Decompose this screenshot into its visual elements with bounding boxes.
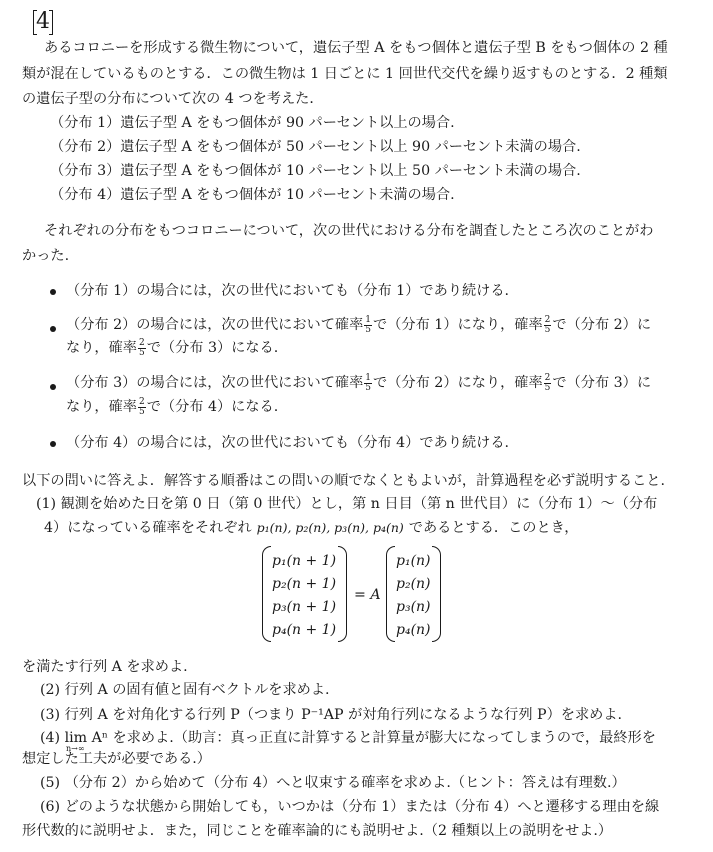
- fraction-one-fifth: $\frac{1}{5}$: [365, 314, 372, 335]
- bullet-1-text: （分布 1）の場合には，次の世代においても（分布 1）であり続ける.: [66, 283, 510, 299]
- right-paren: [338, 546, 347, 642]
- fraction-one-fifth: $\frac{1}{5}$: [365, 372, 372, 393]
- question-6-line-2: 形代数的に説明せよ．また，同じことを確率論的にも説明せよ.（2 種類以上の説明をせよ.）: [22, 823, 613, 839]
- survey-line-2: かった.: [22, 248, 70, 264]
- bullet-2-text-e: で（分布 3）になる.: [146, 340, 279, 356]
- bullet-3-text-d: なり，確率: [66, 399, 137, 415]
- question-1-line-3: を満たす行列 A を求めよ.: [22, 659, 188, 675]
- matrix-left-cell-4: p₄(n + 1): [272, 622, 337, 638]
- distribution-1: （分布 1）遺伝子型 A をもつ個体が 90 パーセント以上の場合.: [50, 115, 455, 131]
- bullet-2-text-b: で（分布 1）になり，確率: [373, 317, 543, 333]
- fraction-two-fifths: $\frac{2}{5}$: [138, 396, 145, 417]
- distribution-2: （分布 2）遺伝子型 A をもつ個体が 50 パーセント以上 90 パーセント未満の場合.: [50, 139, 581, 155]
- matrix-right-cell-1: p₁(n): [396, 553, 431, 569]
- question-1-line-2: 4）になっている確率をそれぞれ p₁(n), p₂(n), p₃(n), p₄(n) であるとする．このとき，: [44, 520, 579, 536]
- bullet-3-line-1: [66, 371, 651, 395]
- bullet-2-line-1: [66, 313, 651, 337]
- right-paren: [432, 546, 441, 642]
- distribution-3: （分布 3）遺伝子型 A をもつ個体が 10 パーセント以上 50 パーセント未満の場合.: [50, 163, 581, 179]
- fraction-two-fifths: $\frac{2}{5}$: [544, 314, 551, 335]
- intro-line-1: あるコロニーを形成する微生物について，遺伝子型 A をもつ個体と遺伝子型 B をもつ個体の 2 種: [44, 40, 668, 56]
- bullet-3-text-a: （分布 3）の場合には，次の世代において確率: [66, 375, 364, 391]
- left-paren: [386, 546, 395, 642]
- fraction-two-fifths: $\frac{2}{5}$: [544, 372, 551, 393]
- matrix-left-cell-3: p₃(n + 1): [272, 599, 337, 615]
- intro-line-3: の遺伝子型の分布について次の 4 つを考えた．: [22, 91, 324, 107]
- question-2: (2) 行列 A の固有値と固有ベクトルを求めよ.: [40, 682, 330, 698]
- problem-number: 4: [36, 9, 50, 34]
- bullet-3-text-c: で（分布 3）に: [552, 375, 652, 391]
- matrix-right-cell-2: p₂(n): [396, 576, 431, 592]
- left-paren: [262, 546, 271, 642]
- bullet-dot: [50, 326, 56, 332]
- question-1-line-1: (1) 観測を始めた日を第 0 日（第 0 世代）とし，第 n 日目（第 n 世代目）に（分布 1）〜（分布: [36, 496, 658, 512]
- question-6-line-1: (6) どのような状態から開始しても，いつかは（分布 1）または（分布 4）へと遷移する理由を線: [40, 799, 660, 815]
- instructions: 以下の問いに答えよ．解答する順番はこの問いの順でなくともよいが，計算過程を必ず説明すること.: [22, 473, 665, 489]
- question-3: (3) 行列 A を対角化する行列 P（つまり P⁻¹AP が対角行列になるような行列 P）を求めよ.: [40, 707, 623, 723]
- bullet-3-text-b: で（分布 2）になり，確率: [373, 375, 543, 391]
- distribution-4: （分布 4）遺伝子型 A をもつ個体が 10 パーセント未満の場合.: [50, 187, 455, 203]
- bullet-2-text-d: なり，確率: [66, 340, 137, 356]
- question-4-line-1: (4) lim Aⁿ を求めよ.（助言：真っ正直に計算すると計算量が膨大になってしまうので，最終形を: [40, 730, 656, 746]
- matrix-left-cell-2: p₂(n + 1): [272, 576, 337, 592]
- bullet-dot: [50, 289, 56, 295]
- bullet-3-line-2: [66, 395, 278, 419]
- bullet-2-text-a: （分布 2）の場合には，次の世代において確率: [66, 317, 364, 333]
- equals-A: = A: [354, 587, 381, 603]
- fraction-two-fifths: $\frac{2}{5}$: [138, 337, 145, 358]
- matrix-right-cell-4: p₄(n): [396, 622, 431, 638]
- bullet-dot: [50, 441, 56, 447]
- question-4-line-2: 想定した工夫が必要である.）: [22, 751, 211, 767]
- question-5: (5) （分布 2）から始めて（分布 4）へと収束する確率を求めよ.（ヒント：答えは有理数.）: [40, 775, 626, 791]
- bullet-2-text-c: で（分布 2）に: [552, 317, 652, 333]
- limit-subscript: n→∞: [66, 744, 85, 753]
- intro-line-2: 類が混在しているものとする．この微生物は 1 日ごとに 1 回世代交代を繰り返すものとする．2 種類: [22, 66, 668, 82]
- survey-line-1: それぞれの分布をもつコロニーについて，次の世代における分布を調査したところ次のことがわ: [44, 223, 654, 239]
- matrix-left-cell-1: p₁(n + 1): [272, 553, 337, 569]
- probability-list: p₁(n), p₂(n), p₃(n), p₄(n): [256, 520, 404, 535]
- bullet-2-line-2: [66, 336, 278, 360]
- bullet-3-text-e: で（分布 4）になる.: [146, 399, 279, 415]
- bullet-dot: [50, 384, 56, 390]
- bullet-4-text: （分布 4）の場合には，次の世代においても（分布 4）であり続ける.: [66, 435, 510, 451]
- matrix-right-cell-3: p₃(n): [396, 599, 431, 615]
